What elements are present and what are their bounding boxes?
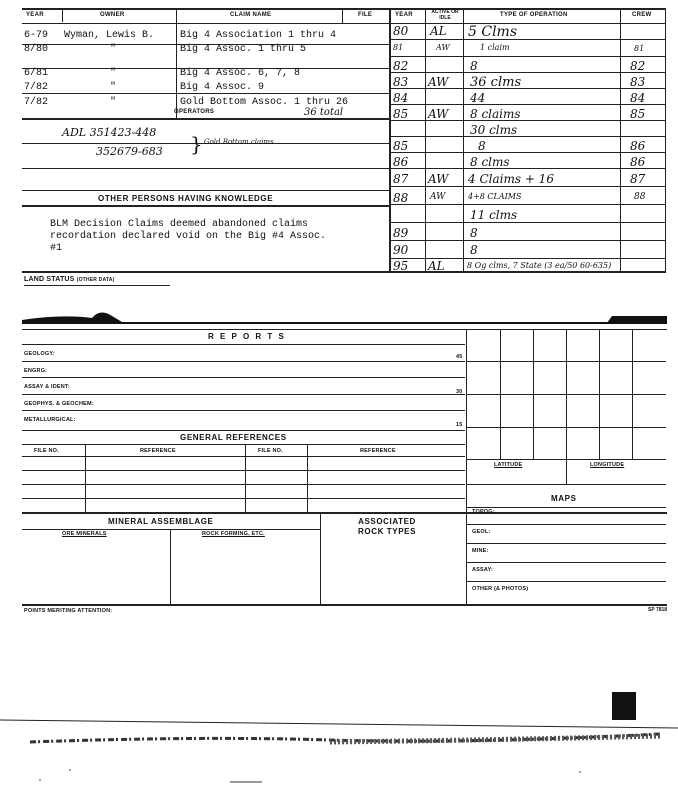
- op-type: 5 Clms: [468, 24, 518, 40]
- form-number: SP 7818: [648, 607, 668, 613]
- op-active: AL: [430, 24, 447, 38]
- associated-rock-types-line: ROCK TYPES: [358, 527, 417, 536]
- claim-year: 6-79: [24, 30, 49, 41]
- op-year: 87: [393, 172, 409, 186]
- op-type: 1 claim: [480, 43, 510, 52]
- blm-note-line: #1: [50, 243, 63, 254]
- op-type: 8 claims: [470, 107, 521, 121]
- associated-rock-types-line: ASSOCIATED: [358, 517, 416, 526]
- map-topog-label: TOPOG:: [472, 509, 495, 515]
- mineral-assemblage-title: MINERAL ASSEMBLAGE: [108, 517, 214, 526]
- op-type: 4+8 CLAIMS: [468, 192, 522, 201]
- claim-name: Big 4 Association 1 thru 4: [180, 30, 337, 41]
- adl-number: ADL 351423-448: [62, 126, 157, 139]
- op-crew: 88: [634, 192, 646, 202]
- maps-title: MAPS: [551, 494, 577, 503]
- ref-file-no-header: FILE NO.: [34, 448, 59, 454]
- header-claim-name: CLAIM NAME: [230, 12, 272, 18]
- claim-year: 7/82: [24, 82, 49, 93]
- claim-owner: Wyman, Lewis B.: [64, 30, 155, 41]
- claim-year: 7/82: [24, 97, 49, 108]
- op-type: 8: [470, 226, 478, 240]
- op-crew: 81: [634, 44, 645, 53]
- op-year: 86: [393, 155, 409, 169]
- header-year: YEAR: [26, 12, 44, 18]
- op-crew: 82: [630, 59, 646, 73]
- op-year: 95: [393, 259, 409, 273]
- ore-minerals-label: ORE MINERALS: [62, 531, 107, 537]
- brace: }: [190, 132, 203, 156]
- op-type: 30 clms: [470, 123, 518, 137]
- op-active: AW: [428, 75, 449, 89]
- header-owner: OWNER: [100, 12, 125, 18]
- op-crew: 85: [630, 107, 646, 121]
- other-persons-label: OTHER PERSONS HAVING KNOWLEDGE: [98, 194, 274, 203]
- report-assay-num: 30: [456, 389, 463, 395]
- report-assay-label: ASSAY & IDENT:: [24, 384, 70, 390]
- claim-name: Big 4 Assoc. 6, 7, 8: [180, 68, 301, 79]
- map-assay-label: ASSAY:: [472, 567, 494, 573]
- report-geology-label: GEOLOGY:: [24, 351, 55, 357]
- blm-note: [50, 219, 326, 255]
- op-type: 4 Claims + 16: [468, 172, 554, 186]
- land-status-label: [24, 276, 114, 283]
- header-active-idle: ACTIVE OR IDLE: [431, 9, 459, 21]
- op-type: 8: [470, 59, 478, 73]
- op-type: 8 Og clms, 7 State (3 ea/50 60-635): [467, 261, 612, 270]
- op-active: AW: [428, 172, 449, 186]
- header-crew: CREW: [632, 12, 652, 18]
- op-type: 8 clms: [470, 155, 510, 169]
- operators-total: 36 total: [304, 107, 344, 118]
- header-file: FILE: [358, 12, 373, 18]
- ref-reference-header: REFERENCE: [140, 448, 176, 454]
- report-geophys-label: GEOPHYS. & GEOCHEM:: [24, 401, 94, 407]
- land-status-sub: (OTHER DATA): [76, 277, 115, 283]
- op-type: 8: [470, 243, 478, 257]
- reports-title: R E P O R T S: [208, 332, 286, 341]
- operators-label: OPERATORS: [174, 109, 215, 115]
- op-active: AW: [436, 43, 450, 52]
- op-year: 88: [393, 191, 409, 205]
- op-crew: 87: [630, 172, 646, 186]
- header-year-2: YEAR: [395, 12, 413, 18]
- claim-year: 8/80: [24, 44, 49, 55]
- claim-name: Gold Bottom Assoc. 1 thru 26: [180, 97, 349, 108]
- latitude-label: LATITUDE: [494, 462, 523, 468]
- report-metallurgical-num: 15: [456, 422, 463, 428]
- header-type-of-operation: TYPE OF OPERATION: [500, 12, 568, 18]
- longitude-label: LONGITUDE: [590, 462, 625, 468]
- op-crew: 86: [630, 139, 646, 153]
- map-mine-label: MINE:: [472, 548, 489, 554]
- points-meriting-label: POINTS MERITING ATTENTION:: [24, 608, 113, 614]
- rock-forming-label: ROCK FORMING, ETC.: [202, 531, 265, 537]
- op-year: 82: [393, 59, 409, 73]
- claim-name: Big 4 Assoc. 9: [180, 82, 265, 93]
- map-other-label: OTHER (& PHOTOS): [472, 586, 529, 592]
- claim-owner: ": [110, 44, 117, 55]
- blm-note-line: BLM Decision Claims deemed abandoned claims: [50, 219, 309, 230]
- op-year: 83: [393, 75, 409, 89]
- land-status-title: LAND STATUS: [24, 276, 75, 283]
- op-crew: 86: [630, 155, 646, 169]
- report-metallurgical-label: METALLURGICAL:: [24, 417, 76, 423]
- op-year: 80: [393, 24, 409, 38]
- op-year: 89: [393, 226, 409, 240]
- blm-note-line: recordation declared void on the Big #4 Assoc.: [50, 231, 327, 242]
- op-year: 81: [393, 43, 404, 52]
- op-year: 90: [393, 243, 409, 257]
- report-engrg-label: ENGRG:: [24, 368, 48, 374]
- adl-number: 352679-683: [96, 145, 163, 158]
- claim-year: 6/81: [24, 68, 49, 79]
- op-type: 8: [478, 139, 486, 153]
- op-year: 84: [393, 91, 409, 105]
- scan-artifact-band: [22, 306, 667, 328]
- op-active: AW: [430, 192, 446, 202]
- report-geology-num: 45: [456, 354, 463, 360]
- claim-owner: ": [110, 68, 117, 79]
- op-type: 44: [470, 91, 486, 105]
- scan-artifact-bottom: [0, 690, 678, 800]
- associated-rock-types: [358, 517, 416, 537]
- claim-owner: ": [110, 82, 117, 93]
- ref-reference-header: REFERENCE: [360, 448, 396, 454]
- op-active: AL: [428, 259, 445, 273]
- op-type: 11 clms: [470, 208, 518, 222]
- claim-name: Big 4 Assoc. 1 thru 5: [180, 44, 307, 55]
- op-crew: 83: [630, 75, 646, 89]
- gold-bottom-note: Gold Bottom claims: [204, 138, 274, 146]
- op-year: 85: [393, 139, 409, 153]
- op-crew: 84: [630, 91, 646, 105]
- op-active: AW: [428, 107, 449, 121]
- general-references-title: GENERAL REFERENCES: [180, 433, 287, 442]
- op-year: 85: [393, 107, 409, 121]
- op-type: 36 clms: [470, 75, 522, 90]
- claim-owner: ": [110, 97, 117, 108]
- ref-file-no-header: FILE NO.: [258, 448, 283, 454]
- map-geol-label: GEOL:: [472, 529, 491, 535]
